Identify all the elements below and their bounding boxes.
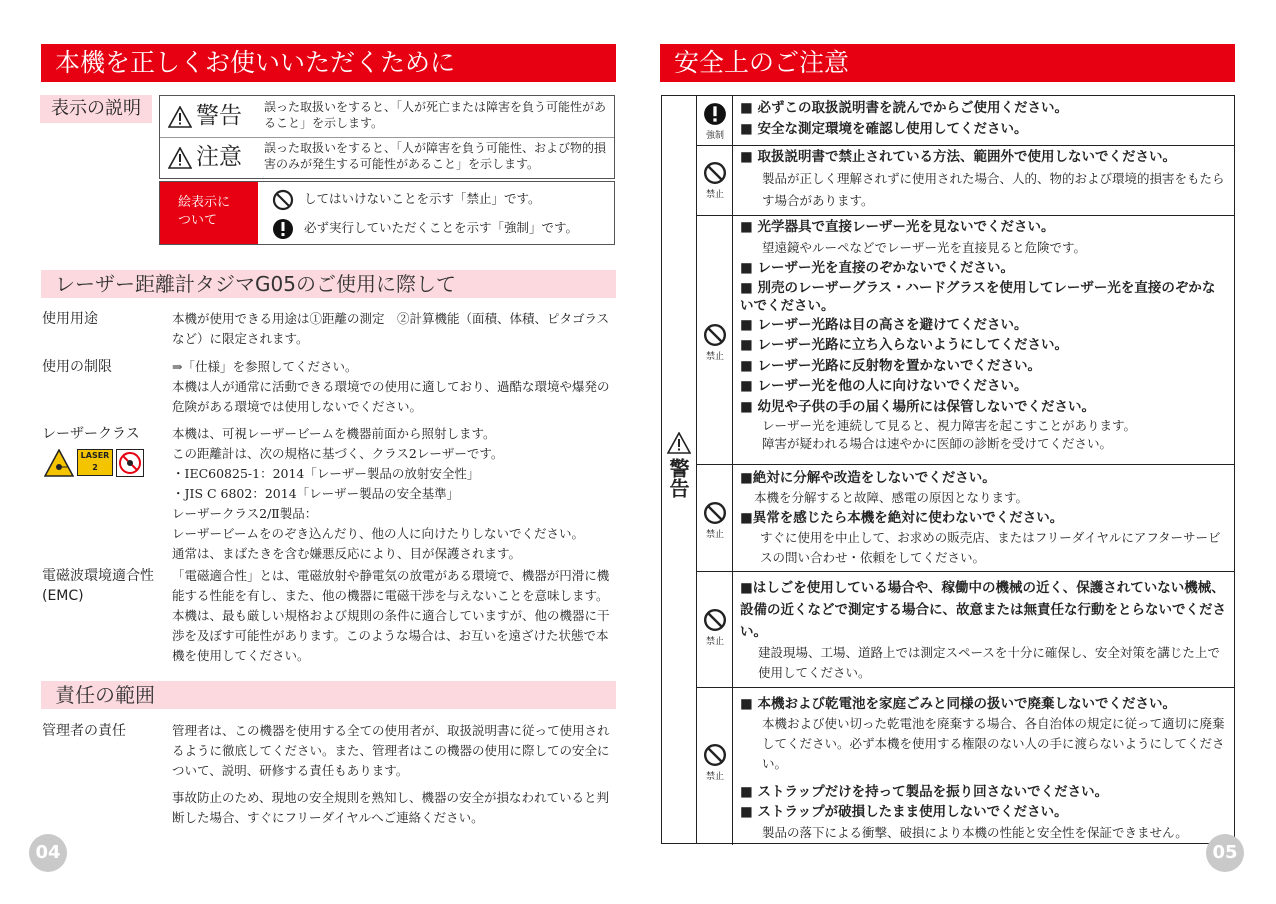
row3-line: ■ 幼児や子供の手の届く場所には保管しないでください。 — [740, 398, 1095, 415]
row3-text — [740, 217, 1228, 453]
icon-column — [697, 96, 733, 845]
row4-line: ■絶対に分解や改造をしないでください。 — [740, 470, 996, 486]
laser-line: この距離計は、次の規格に基づく、クラス2レーザーです。 — [172, 446, 504, 461]
prohibit-icon — [703, 743, 727, 767]
usage-desc: 本機が使用できる用途は①距離の測定 ②計算機能（面積、体積、ピタゴラスなど）に限定されます。 — [172, 311, 610, 346]
limit-desc — [172, 357, 616, 417]
row-divider — [697, 571, 1234, 572]
pictogram-legend — [159, 181, 615, 245]
no-stare-icon — [116, 449, 144, 477]
row2-icon — [697, 161, 733, 201]
row3-icon — [697, 323, 733, 363]
row3-line: レーザー光を連続して見ると、視力障害を起こすことがあります。 — [762, 418, 1137, 433]
prohibit-icon — [703, 608, 727, 632]
laser-line: ・JIS C 6802：2014「レーザー製品の安全基準」 — [172, 486, 460, 501]
pictogram-label-line2: ついて — [178, 213, 218, 228]
warning-desc: 誤った取扱いをすると、「人が死亡または障害を負う可能性があること」を示します。 — [264, 100, 607, 130]
emc-term-line1: 電磁波環境適合性 — [42, 568, 154, 584]
row6-line: 製品の落下による衝撃、破損により本機の性能と安全性を保証できません。 — [762, 825, 1188, 840]
prohibit-legend-row — [272, 187, 541, 211]
responsibility-desc-1: 管理者は、この機器を使用する全ての使用者が、取扱説明書に従って使用されるように徹底してください。また、管理者はこの機器の使用に際しての安全について、説明、研修する責任もあります。 — [172, 723, 610, 778]
row-divider — [697, 687, 1234, 688]
prohibit-caption: 禁止 — [705, 190, 724, 200]
row1-line: ■ 安全な測定環境を確認し使用してください。 — [740, 121, 1028, 137]
display-explanation-label: 表示の説明 — [40, 95, 152, 123]
pictogram-label — [160, 182, 258, 244]
limit-desc-line2: 本機は人が通常に活動できる環境での使用に適しており、過酷な環境や爆発の危険がある環境では使用しないでください。 — [172, 379, 610, 414]
row3-line: ■ レーザー光路に反射物を置かないでください。 — [740, 357, 1041, 374]
responsibility-desc-2: 事故防止のため、現地の安全規則を熟知し、機器の安全が損なわれていると判断した場合、すぐにフリーダイヤルへご連絡ください。 — [172, 790, 610, 825]
row-divider — [697, 145, 1234, 146]
laser-class-labels — [44, 448, 144, 478]
row3-line: ■ レーザー光を他の人に向けないでください。 — [740, 378, 1028, 394]
caution-title-text: 注意 — [196, 144, 242, 170]
prohibit-caption: 禁止 — [705, 352, 724, 362]
emc-desc: 「電磁適合性」とは、電磁放射や静電気の放電がある環境で、機器が円滑に機能する性能を有し、また、他の機器に電磁干渉を与えないことを意味します。本機は、最も厳しい規格および規則の条件に適合していますが、他の機器に干渉を及ぼす可能性があります。このような場合は、お互いを遠ざけた状態で本機を使用してください。 — [172, 568, 610, 663]
row1-icon — [697, 102, 733, 142]
emc-term — [42, 566, 154, 606]
row1-text — [740, 98, 1228, 140]
laser-desc — [172, 424, 616, 564]
row6-line: ■ ストラップだけを持って製品を振り回さないでください。 — [740, 784, 1109, 800]
mandatory-icon — [272, 218, 294, 240]
row3-line: ■ 別売のレーザーグラス・ハードグラスを使用してレーザー光を直接のぞかないでください。 — [740, 279, 1216, 314]
row3-line: ■ レーザー光路は目の高さを避けてください。 — [740, 316, 1028, 333]
row-divider — [697, 464, 1234, 465]
laser-line: レーザービームをのぞき込んだり、他の人に向けたりしないでください。 — [172, 526, 585, 541]
row6-line: ■ 本機および乾電池を家庭ごみと同様の扱いで廃棄しないでください。 — [740, 696, 1176, 712]
warning-column — [662, 96, 697, 843]
right-page-number: 05 — [1206, 834, 1244, 872]
section-usage-title: レーザー距離計タジマG05のご使用に際して — [41, 270, 616, 298]
warning-title-text: 警告 — [196, 103, 242, 129]
left-page-number: 04 — [29, 834, 67, 872]
row2-normal: 製品が正しく理解されずに使用された場合、人的、物的および環境的損害をもたらす場合があります。 — [762, 171, 1225, 208]
laser-line: レーザークラス2/Ⅱ製品： — [172, 506, 318, 521]
laser-line: ・IEC60825-1：2014「レーザー製品の放射安全性」 — [172, 466, 480, 481]
laser-warning-icon — [44, 449, 74, 477]
row5-text — [740, 577, 1228, 683]
row5-bold: ■はしごを使用している場合や、稼働中の機械の近く、保護されていない機械、設備の近くなどで測定する場合に、故意または無責任な行動をとらないでください。 — [740, 580, 1226, 640]
row6-line: ■ ストラップが破損したまま使用しないでください。 — [740, 804, 1068, 820]
mandatory-legend-text: 必ず実行していただくことを示す「強制」です。 — [304, 220, 579, 235]
prohibit-caption: 禁止 — [705, 637, 724, 647]
limit-desc-line1: ⇒「仕様」を参照してください。 — [172, 359, 358, 374]
row1-line: ■ 必ずこの取扱説明書を読んでからご使用ください。 — [740, 100, 1068, 116]
pictogram-label-line1: 絵表示に — [178, 195, 231, 210]
row5-normal: 建設現場、工場、道路上では測定スペースを十分に確保し、安全対策を講じた上で使用してください。 — [758, 645, 1220, 680]
row3-line: ■ レーザー光を直接のぞかないでください。 — [740, 260, 1014, 276]
mandatory-icon — [703, 102, 727, 126]
laser-class-badge — [77, 449, 113, 476]
row5-icon — [697, 608, 733, 648]
row-divider — [697, 215, 1234, 216]
responsibility-term: 管理者の責任 — [42, 723, 126, 739]
laser-line: 本機は、可視レーザービームを機器前面から照射します。 — [172, 426, 496, 441]
caution-row — [160, 137, 614, 178]
row3-line: 望遠鏡やルーペなどでレーザー光を直接見ると危険です。 — [762, 239, 1087, 255]
emc-term-line2: (EMC) — [42, 588, 84, 604]
prohibit-icon — [703, 161, 727, 185]
row4-icon — [697, 501, 733, 541]
prohibit-legend-text: してはいけないことを示す「禁止」です。 — [304, 191, 541, 206]
prohibit-icon — [272, 189, 294, 211]
row4-text — [740, 468, 1228, 568]
limit-term: 使用の制限 — [42, 359, 112, 375]
row3-line: ■ レーザー光路に立ち入らないようにしてください。 — [740, 337, 1068, 353]
caution-title — [168, 141, 242, 173]
row3-line: 障害が疑われる場合は速やかに医師の診断を受けてください。 — [762, 436, 1113, 451]
mandatory-legend-row — [272, 216, 578, 240]
right-page-title: 安全上のご注意 — [660, 44, 1235, 82]
row4-line: 本機を分解すると故障、感電の原因となります。 — [754, 490, 1029, 505]
usage-term: 使用用途 — [42, 311, 98, 327]
prohibit-icon — [703, 323, 727, 347]
row4-line: すぐに使用を中止して、お求めの販売店、またはフリーダイヤルにアフターサービスの問い合わせ・依頼をしてください。 — [760, 530, 1221, 565]
laser-line: 通常は、まばたきを含む嫌悪反応により、目が保護されます。 — [172, 546, 522, 561]
warning-title — [168, 100, 242, 132]
prohibit-caption: 禁止 — [705, 772, 724, 782]
warning-triangle-icon — [667, 432, 691, 454]
row6-text — [740, 694, 1228, 844]
prohibit-icon — [703, 501, 727, 525]
laser-badge-number: 2 — [92, 463, 98, 472]
left-page-title: 本機を正しくお使いいただくために — [41, 44, 616, 82]
row6-icon — [697, 743, 733, 783]
section-responsibility-title: 責任の範囲 — [41, 681, 616, 709]
caution-desc: 誤った取扱いをすると、「人が障害を負う可能性、および物的損害のみが発生する可能性があること」を示します。 — [264, 141, 607, 171]
row3-line: ■ 光学器具で直接レーザー光を見ないでください。 — [740, 219, 1055, 235]
warning-row — [160, 96, 614, 138]
row2-bold: ■ 取扱説明書で禁止されている方法、範囲外で使用しないでください。 — [740, 149, 1176, 165]
caution-triangle-icon — [168, 147, 192, 169]
warning-triangle-icon — [168, 106, 192, 128]
row4-line: ■異常を感じたら本機を絶対に使わないでください。 — [740, 510, 1064, 526]
laser-badge-text: LASER — [80, 451, 110, 460]
prohibit-caption: 禁止 — [705, 530, 724, 540]
warning-caution-legend — [159, 95, 615, 179]
warning-vertical-label: 警告 — [666, 458, 690, 498]
mandatory-caption: 強制 — [705, 131, 724, 141]
safety-warning-table — [661, 95, 1235, 844]
row6-line: 本機および使い切った乾電池を廃棄する場合、各自治体の規定に従って適切に廃棄してください。必ず本機を使用する権限のない人の手に渡らないようにしてください。 — [762, 716, 1225, 771]
row2-text — [740, 147, 1228, 212]
laser-term: レーザークラス — [42, 426, 140, 442]
